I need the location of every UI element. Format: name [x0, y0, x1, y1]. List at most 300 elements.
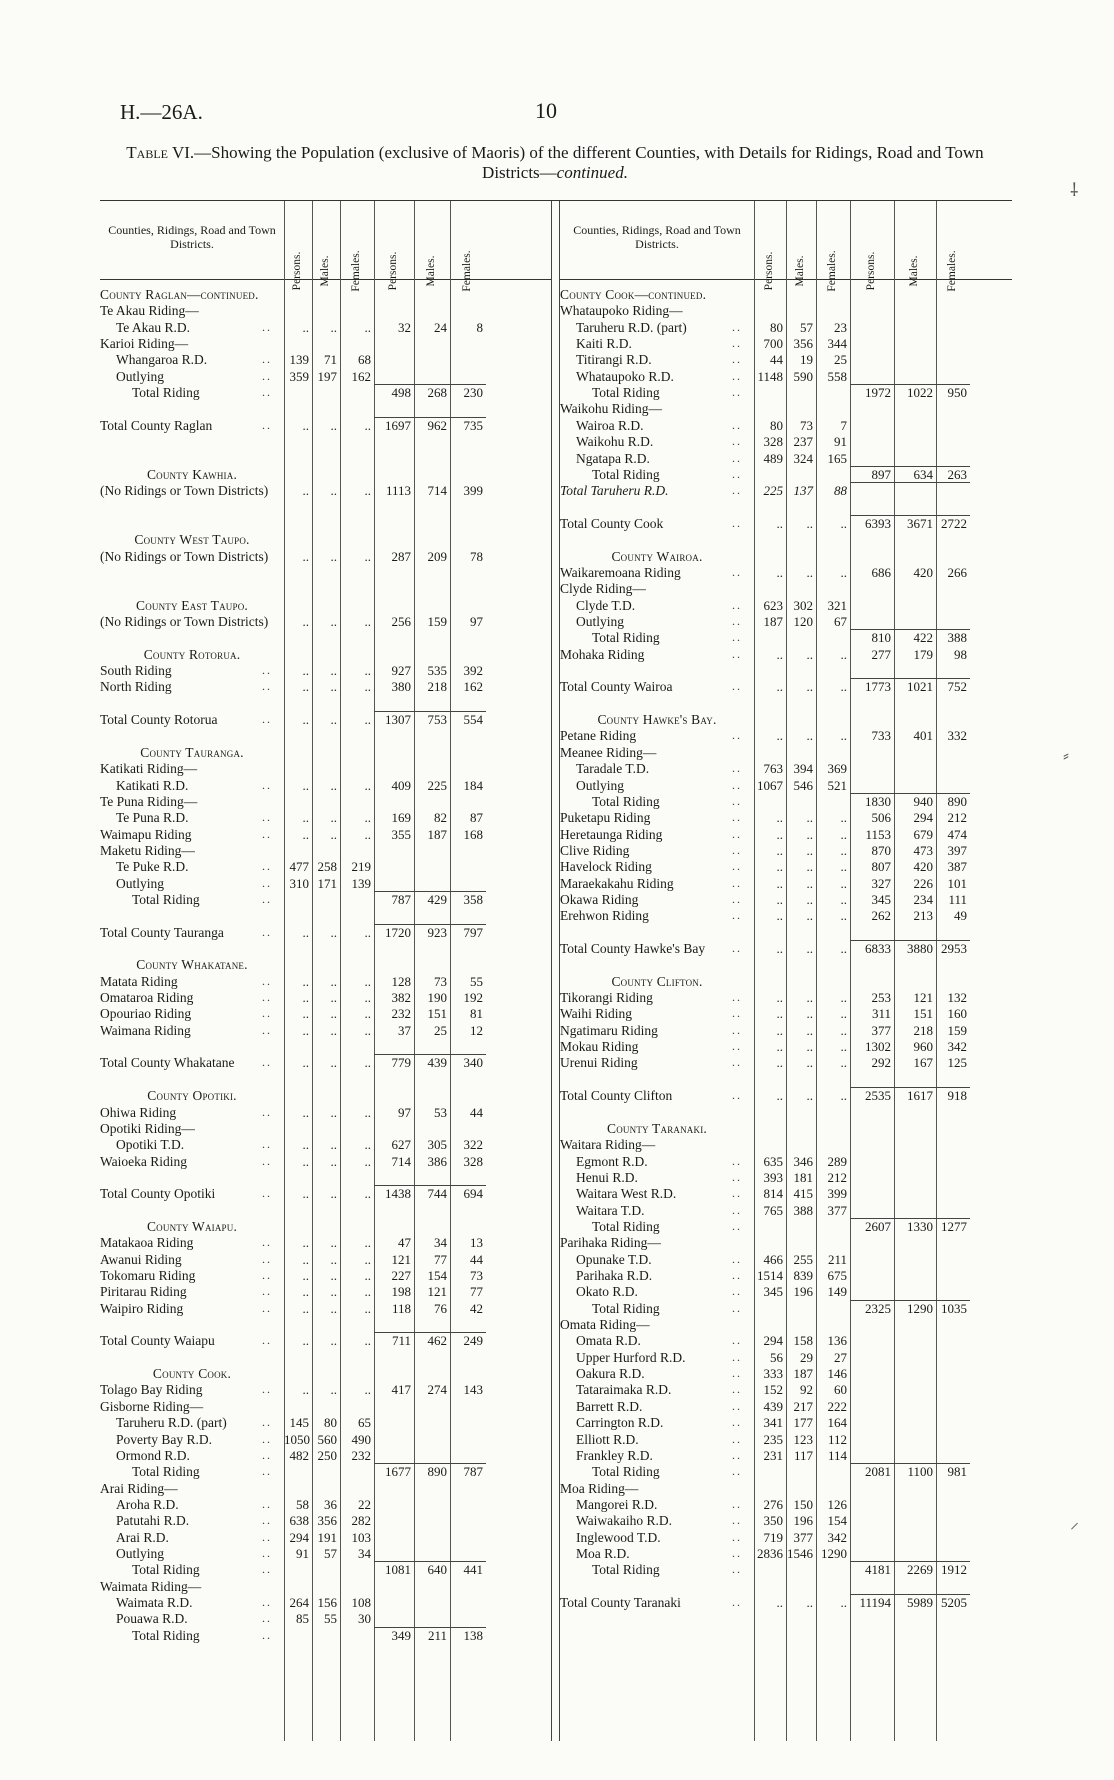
cell-value: ..	[776, 728, 783, 744]
district-label: Ohiwa Riding	[100, 1104, 177, 1120]
table-row	[100, 1072, 551, 1087]
cell-value: 477	[289, 859, 309, 875]
district-label: Whataupoko Riding—	[560, 303, 683, 319]
cell-value: 121	[391, 1251, 411, 1267]
leader-dots: ..	[262, 1415, 272, 1430]
district-label: Clyde Riding—	[560, 581, 646, 597]
cell-value: ..	[840, 646, 847, 662]
cell-value: 226	[913, 875, 933, 891]
cell-value: 807	[871, 859, 891, 875]
district-label: Outlying	[116, 1545, 165, 1561]
cell-value: 927	[391, 663, 411, 679]
cell-value: 151	[913, 1006, 933, 1022]
leader-dots: ..	[262, 417, 272, 432]
table-header	[100, 201, 551, 292]
cell-value: ..	[330, 1022, 337, 1038]
leader-dots: ..	[732, 1268, 742, 1282]
cell-value: 369	[827, 761, 847, 777]
cell-value: 6833	[865, 941, 891, 956]
cell-value: 393	[763, 1169, 783, 1185]
leader-dots: ..	[262, 1529, 272, 1544]
cell-value: ..	[302, 1333, 309, 1349]
cell-value: ..	[806, 875, 813, 891]
district-label: Ngatapa R.D.	[576, 450, 650, 466]
district-label: Whataupoko R.D.	[576, 368, 674, 384]
cell-value: 349	[391, 1627, 411, 1643]
cell-value: ..	[364, 973, 371, 989]
cell-value: ..	[806, 679, 813, 695]
cell-value: ..	[364, 663, 371, 679]
cell-value: 151	[427, 1006, 447, 1022]
cell-value: 355	[391, 826, 411, 842]
cell-value: 420	[913, 859, 933, 875]
district-label: County Rotorua.	[143, 646, 241, 662]
cell-value: 120	[793, 614, 813, 629]
cell-value: 305	[427, 1137, 447, 1153]
cell-value: 73	[470, 1268, 483, 1283]
cell-value: 27	[834, 1349, 847, 1365]
district-label: Moa Riding—	[560, 1480, 639, 1496]
cell-value: 42	[470, 1300, 483, 1316]
cell-value: 2722	[941, 515, 967, 531]
cell-value: ..	[776, 564, 783, 580]
table-row	[560, 1382, 1012, 1397]
leader-dots: ..	[732, 842, 742, 857]
district-label: Carrington R.D.	[576, 1415, 664, 1431]
district-label: Total County Taranaki	[560, 1595, 681, 1610]
cell-value: 752	[947, 679, 967, 695]
table-row	[100, 1595, 551, 1610]
cell-value: ..	[364, 1104, 371, 1120]
leader-dots: ..	[732, 466, 742, 481]
district-label: Total Taruheru R.D.	[560, 483, 669, 499]
cell-value: 333	[763, 1366, 783, 1382]
cell-value: 439	[427, 1055, 447, 1071]
cell-value: ..	[364, 679, 371, 695]
cell-value: ..	[806, 990, 813, 1006]
cell-value: 554	[463, 712, 483, 728]
district-label: Waimata Riding—	[100, 1578, 202, 1594]
leader-dots: ..	[732, 777, 742, 792]
leader-dots: ..	[262, 1006, 272, 1021]
cell-value: ..	[330, 1333, 337, 1349]
cell-value: 255	[793, 1251, 813, 1267]
district-label: Petane Riding	[560, 728, 637, 744]
district-label: Waitara Riding—	[560, 1137, 656, 1153]
district-label: Outlying	[576, 614, 625, 629]
cell-value: 114	[827, 1447, 847, 1463]
leader-dots: ..	[262, 368, 272, 383]
cell-value: 890	[427, 1464, 447, 1480]
district-label: County Wairoa.	[611, 548, 703, 564]
cell-value: 121	[427, 1284, 447, 1300]
table-row	[100, 1186, 551, 1201]
leader-dots: ..	[262, 385, 272, 400]
cell-value: 1290	[907, 1300, 933, 1316]
table-row	[100, 794, 551, 809]
cell-value: 1100	[907, 1464, 933, 1480]
table-row	[560, 418, 1012, 433]
cell-value: 22	[358, 1496, 371, 1512]
district-label: Ormond R.D.	[116, 1447, 190, 1463]
cell-value: 694	[463, 1186, 483, 1202]
cell-value: 380	[391, 679, 411, 695]
table-row	[560, 630, 1012, 645]
cell-value: 356	[793, 336, 813, 352]
header-column: Males.	[425, 255, 437, 287]
district-label: Omataroa Riding	[100, 990, 194, 1006]
cell-value: ..	[776, 1022, 783, 1038]
district-label: Gisborne Riding—	[100, 1398, 204, 1414]
leader-dots: ..	[262, 663, 272, 678]
cell-value: 276	[763, 1496, 783, 1512]
county-heading-row	[560, 287, 1012, 302]
cell-value: 345	[871, 891, 891, 907]
cell-value: ..	[776, 1595, 783, 1610]
table-row	[560, 1301, 1012, 1316]
cell-value: 73	[434, 973, 447, 989]
district-label: Waimata R.D.	[116, 1595, 193, 1610]
cell-value: ..	[302, 663, 309, 679]
cell-value: 377	[827, 1202, 847, 1218]
cell-value: ..	[806, 515, 813, 531]
district-label: Total County Clifton	[560, 1088, 673, 1104]
cell-value: 779	[391, 1055, 411, 1071]
district-label: Total County Waiapu	[100, 1333, 215, 1349]
district-label: Te Akau Riding—	[100, 303, 199, 319]
cell-value: ..	[302, 924, 309, 940]
table-row	[560, 1105, 1012, 1120]
table-row	[560, 336, 1012, 351]
table-row	[100, 1284, 551, 1299]
cell-value: 1277	[941, 1218, 967, 1234]
table-row	[100, 418, 551, 433]
district-label: Total County Tauranga	[100, 924, 224, 940]
cell-value: ..	[330, 1137, 337, 1153]
cell-value: ..	[302, 1284, 309, 1300]
table-row	[560, 401, 1012, 416]
district-label: Te Puna Riding—	[100, 793, 198, 809]
leader-dots: ..	[732, 646, 742, 661]
cell-value: 97	[470, 614, 483, 629]
table-row	[100, 1006, 551, 1021]
cell-value: ..	[302, 614, 309, 629]
table-row	[100, 385, 551, 400]
leader-dots: ..	[262, 1382, 272, 1397]
table-row	[560, 1268, 1012, 1283]
table-row	[100, 1513, 551, 1528]
table-row	[100, 1562, 551, 1577]
cell-value: ..	[776, 679, 783, 695]
table-row	[560, 663, 1012, 678]
cell-value: ..	[330, 1300, 337, 1316]
cell-value: 590	[793, 368, 813, 384]
district-label: Frankley R.D.	[576, 1447, 653, 1463]
district-label: Kaiti R.D.	[576, 336, 632, 352]
leader-dots: ..	[732, 1496, 742, 1511]
table-row	[100, 1317, 551, 1332]
cell-value: ..	[302, 1104, 309, 1120]
table-row	[100, 1170, 551, 1185]
table-row	[560, 1039, 1012, 1054]
cell-value: ..	[840, 1088, 847, 1104]
cell-value: 30	[358, 1611, 371, 1627]
leader-dots: ..	[262, 1595, 272, 1609]
leader-dots: ..	[732, 1415, 742, 1430]
cell-value: 345	[763, 1284, 783, 1300]
cell-value: 473	[913, 842, 933, 858]
cell-value: ..	[806, 564, 813, 580]
cell-value: ..	[840, 826, 847, 842]
table-row	[100, 369, 551, 384]
cell-value: ..	[330, 777, 337, 793]
leader-dots: ..	[732, 1398, 742, 1413]
header-column: Females.	[350, 250, 362, 292]
cell-value: 198	[391, 1284, 411, 1300]
cell-value: ..	[364, 1022, 371, 1038]
cell-value: ..	[364, 1055, 371, 1071]
cell-value: 719	[763, 1529, 783, 1545]
cell-value: 6393	[865, 515, 891, 531]
cell-value: 332	[947, 728, 967, 744]
cell-value: 190	[427, 990, 447, 1006]
district-label: Total Riding	[592, 1218, 660, 1234]
cell-value: ..	[302, 777, 309, 793]
table-row	[100, 614, 551, 629]
district-label: Matakaoa Riding	[100, 1235, 194, 1251]
cell-value: 232	[391, 1006, 411, 1022]
cell-value: ..	[364, 810, 371, 826]
cell-value: ..	[302, 1268, 309, 1283]
cell-value: ..	[330, 319, 337, 335]
district-label: Outlying	[116, 875, 165, 891]
cell-value: 253	[871, 990, 891, 1006]
cell-value: ..	[364, 319, 371, 335]
cell-value: ..	[302, 990, 309, 1006]
cell-value: 29	[800, 1349, 813, 1365]
cell-value: ..	[330, 1284, 337, 1300]
cell-value: ..	[364, 417, 371, 433]
cell-value: 101	[947, 875, 967, 891]
table-row	[100, 1023, 551, 1038]
cell-value: 1912	[941, 1562, 967, 1578]
cell-value: 225	[427, 777, 447, 793]
cell-value: 386	[427, 1153, 447, 1169]
district-label: Outlying	[576, 777, 625, 793]
cell-value: 44	[470, 1251, 483, 1267]
district-label: Total Riding	[592, 1562, 660, 1578]
cell-value: 417	[391, 1382, 411, 1398]
cell-value: ..	[330, 483, 337, 499]
cell-value: 232	[351, 1447, 371, 1463]
table-left-half	[100, 201, 551, 1741]
cell-value: 138	[463, 1627, 483, 1643]
cell-value: 2081	[865, 1464, 891, 1480]
cell-value: 711	[391, 1333, 411, 1349]
cell-value: 302	[793, 597, 813, 613]
table-row	[560, 1088, 1012, 1103]
district-label: Waiwakaiho R.D.	[576, 1513, 673, 1529]
center-double-rule	[551, 201, 560, 1741]
table-row	[100, 1448, 551, 1463]
table-row	[100, 549, 551, 564]
cell-value: 177	[793, 1415, 813, 1431]
cell-value: 234	[913, 891, 933, 907]
cell-value: 420	[913, 564, 933, 580]
district-label: Taruheru R.D. (part)	[116, 1415, 227, 1431]
cell-value: ..	[302, 679, 309, 695]
cell-value: 321	[827, 597, 847, 613]
table-row	[560, 500, 1012, 515]
district-label: Mokau Riding	[560, 1039, 639, 1055]
cell-value: 158	[793, 1333, 813, 1349]
table-row	[560, 728, 1012, 743]
cell-value: 3671	[907, 515, 933, 531]
table-row	[560, 696, 1012, 711]
table-row	[560, 761, 1012, 776]
table-row	[560, 1203, 1012, 1218]
leader-dots: ..	[732, 1284, 742, 1299]
leader-dots: ..	[732, 826, 742, 841]
district-label: Te Akau R.D.	[116, 319, 191, 335]
table-row	[560, 679, 1012, 694]
cell-value: 1720	[385, 924, 411, 940]
district-label: Total County Rotorua	[100, 712, 218, 728]
cell-value: 890	[947, 793, 967, 809]
cell-value: 310	[289, 875, 309, 891]
cell-value: 80	[770, 319, 783, 335]
district-label: Oakura R.D.	[576, 1366, 645, 1382]
cell-value: ..	[330, 679, 337, 695]
cell-value: 237	[793, 434, 813, 450]
cell-value: 76	[434, 1300, 447, 1316]
district-label: Henui R.D.	[576, 1169, 638, 1185]
table-row	[100, 1546, 551, 1561]
cell-value: 165	[827, 450, 847, 466]
cell-value: 128	[391, 973, 411, 989]
leader-dots: ..	[732, 1464, 742, 1479]
district-label: Titirangi R.D.	[576, 352, 652, 368]
cell-value: 25	[834, 352, 847, 368]
cell-value: 36	[324, 1496, 337, 1512]
table-row	[100, 908, 551, 923]
cell-value: ..	[840, 515, 847, 531]
district-label: Total Riding	[592, 1300, 660, 1316]
cell-value: 1050	[284, 1431, 310, 1447]
table-row	[560, 532, 1012, 547]
cell-value: 196	[793, 1513, 813, 1529]
cell-value: ..	[806, 842, 813, 858]
table-row	[100, 500, 551, 515]
district-label: Waikohu Riding—	[560, 401, 663, 417]
cell-value: 47	[398, 1235, 411, 1251]
cell-value: 1546	[787, 1545, 813, 1561]
cell-value: 149	[827, 1284, 847, 1300]
cell-value: ..	[364, 1137, 371, 1153]
cell-value: 8	[476, 319, 483, 335]
table-row	[100, 1399, 551, 1414]
cell-value: 356	[317, 1513, 337, 1529]
table-row	[560, 598, 1012, 613]
cell-value: ..	[806, 1039, 813, 1055]
cell-value: 490	[351, 1431, 371, 1447]
table-row	[560, 581, 1012, 596]
cell-value: ..	[776, 908, 783, 924]
table-row	[100, 1137, 551, 1152]
district-label: Waitara T.D.	[576, 1202, 645, 1218]
leader-dots: ..	[732, 1055, 742, 1070]
district-label: Okawa Riding	[560, 891, 639, 907]
table-row	[560, 957, 1012, 972]
county-heading-row	[560, 974, 1012, 989]
table-row	[560, 1497, 1012, 1512]
table-row	[560, 810, 1012, 825]
cell-value: ..	[840, 941, 847, 956]
district-label: Parihaka R.D.	[576, 1268, 653, 1283]
district-label: Waimapu Riding	[100, 826, 192, 842]
district-label: Waikaremoana Riding	[560, 564, 681, 580]
cell-value: 797	[463, 924, 483, 940]
table-row	[560, 303, 1012, 318]
cell-value: 56	[770, 1349, 783, 1365]
cell-value: 196	[793, 1284, 813, 1300]
leader-dots: ..	[262, 810, 272, 825]
table-row	[100, 581, 551, 596]
district-label: Taradale T.D.	[576, 761, 650, 777]
county-heading-row	[100, 287, 551, 302]
table-row	[560, 647, 1012, 662]
district-label: Meanee Riding—	[560, 744, 657, 760]
table-row	[100, 352, 551, 367]
district-label: Aroha R.D.	[116, 1496, 179, 1512]
header-column: Persons.	[387, 251, 399, 291]
table-row	[100, 1497, 551, 1512]
leader-dots: ..	[732, 1169, 742, 1184]
district-label: Total County Opotiki	[100, 1186, 216, 1202]
leader-dots: ..	[262, 1235, 272, 1250]
leader-dots: ..	[732, 875, 742, 890]
cell-value: 679	[913, 826, 933, 842]
leader-dots: ..	[732, 1153, 742, 1168]
table-row	[560, 516, 1012, 531]
table-row	[100, 712, 551, 727]
cell-value: ..	[330, 663, 337, 679]
district-label: Total Riding	[592, 793, 660, 809]
cell-value: 150	[793, 1496, 813, 1512]
cell-value: ..	[302, 1186, 309, 1202]
cell-value: 169	[391, 810, 411, 826]
cell-value: 5205	[941, 1595, 967, 1610]
county-heading-row	[560, 1121, 1012, 1136]
table-row	[100, 1611, 551, 1626]
cell-value: 627	[391, 1137, 411, 1153]
leader-dots: ..	[732, 1349, 742, 1364]
table-row	[560, 385, 1012, 400]
table-row	[100, 810, 551, 825]
cell-value: 1330	[907, 1218, 933, 1234]
cell-value: ..	[806, 941, 813, 956]
cell-value: 97	[398, 1104, 411, 1120]
cell-value: ..	[330, 548, 337, 564]
table-title-prefix: Table VI.	[126, 143, 195, 162]
cell-value: 87	[470, 810, 483, 826]
table-row	[560, 1546, 1012, 1561]
cell-value: ..	[302, 1153, 309, 1169]
table-row	[560, 1481, 1012, 1496]
cell-value: 230	[463, 385, 483, 401]
leader-dots: ..	[732, 597, 742, 612]
cell-value: ..	[840, 908, 847, 924]
